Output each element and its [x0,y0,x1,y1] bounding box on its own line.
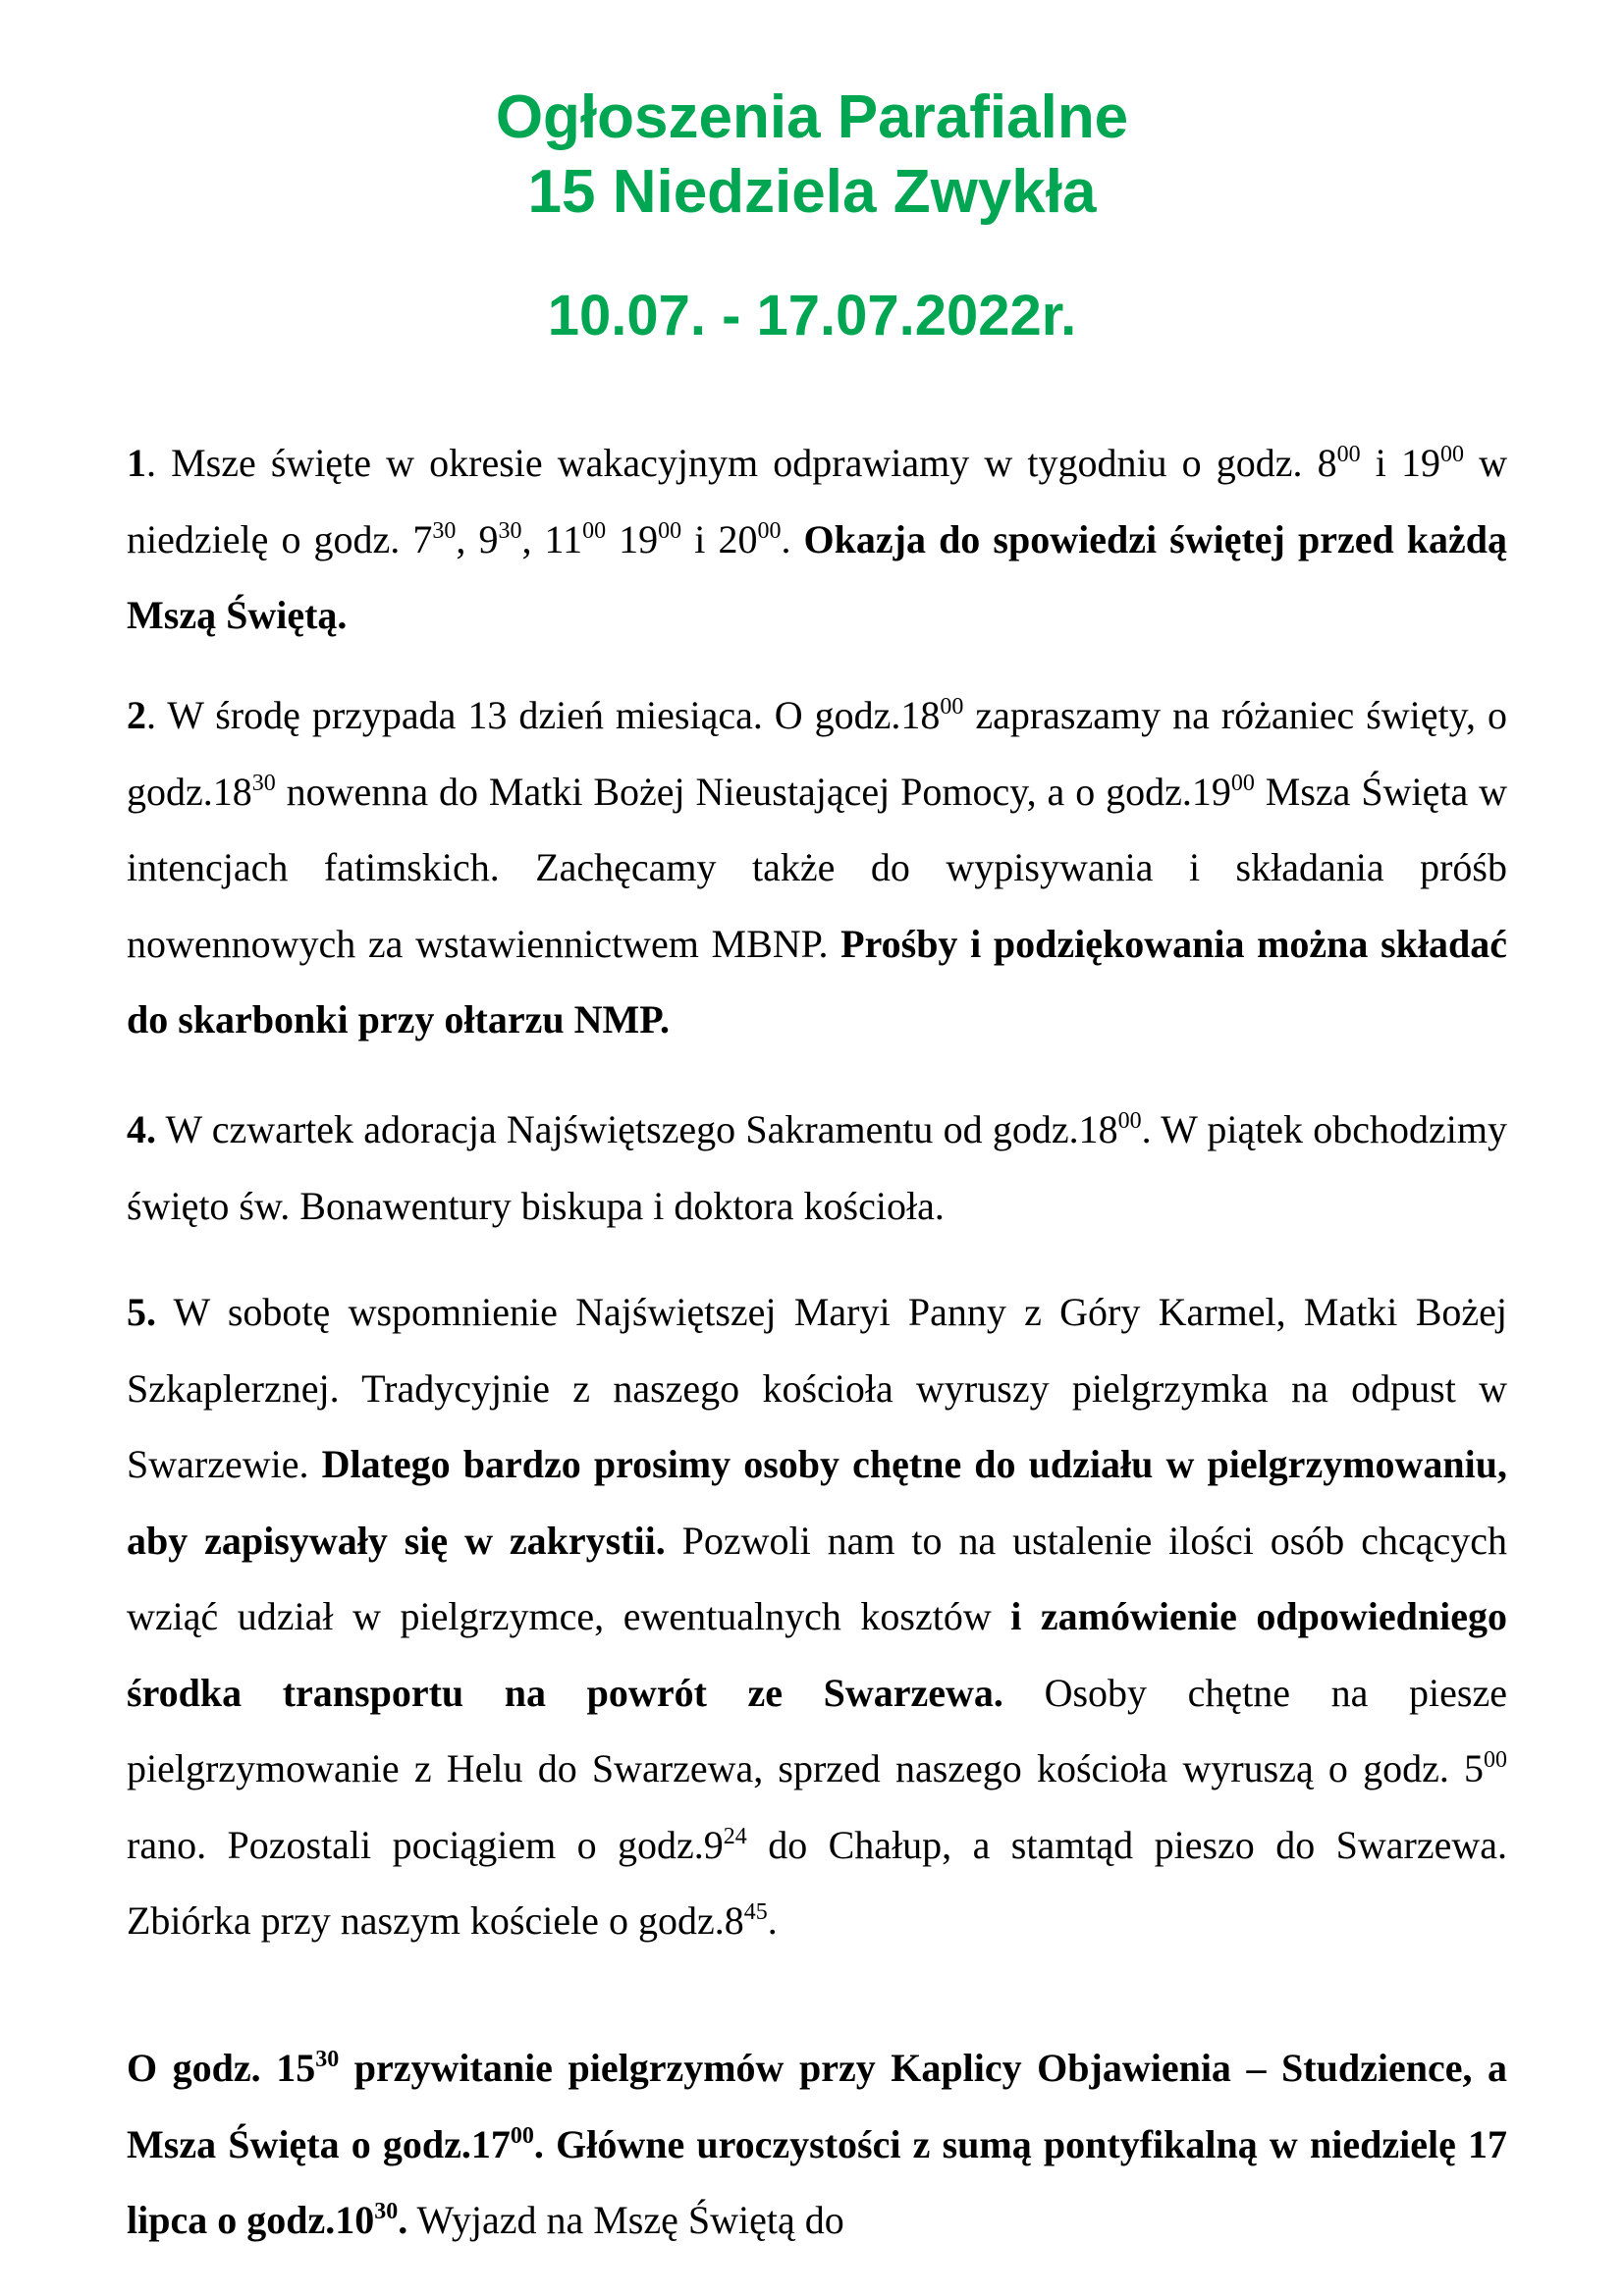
announcement-text [127,425,1507,654]
announcement-number: 1 [127,441,146,485]
announcement-number: 5. [127,1290,156,1334]
announcement-number: 2 [127,693,146,737]
text-segment: , 11 [521,516,583,561]
text-segment: . [781,516,804,561]
text-segment: , 9 [456,516,499,561]
page-subtitle: 15 Niedziela Zwykła [527,158,1097,226]
bold-segment: i zamówienie odpowiedniego środka transportu na powrót ze Swarzewa. [127,1594,1507,1715]
time-minutes: 24 [723,1823,747,1849]
time-minutes: 30 [432,517,457,544]
announcement-number: 4. [127,1107,156,1151]
announcement-text [127,1092,1507,1244]
announcement-5 [127,1274,1507,1959]
time-minutes: 00 [1336,442,1361,467]
time-minutes: 00 [658,517,682,544]
announcement-text [127,2030,1507,2259]
bold-segment: przywitanie pielgrzymów przy Kaplicy Objawienia – Studzience, a Msza Święta o godz.17 [127,2046,1507,2166]
bold-segment: Dlatego bardzo prosimy osoby chętne do udziału w pielgrzymowaniu, aby zapisywały się w zakrystii. [127,1442,1508,1563]
time-minutes: 00 [582,517,607,544]
text-segment: zapraszamy na różaniec święty, o godz.18 [127,693,1507,814]
text-segment: . W środę przypada 13 dzień miesiąca. O godz.18 [146,693,941,737]
time-minutes: 00 [1440,442,1464,467]
text-segment: Osoby chętne na piesze pielgrzymowanie z Helu do Swarzewa, sprzed naszego kościoła wyruszą o godz. 5 [127,1670,1507,1790]
bold-segment: Prośby i podziękowania można składać do skarbonki przy ołtarzu NMP. [127,921,1507,1041]
bold-segment: Okazja do spowiedzi świętej przed każdą Mszą Świętą. [127,516,1508,637]
text-segment: i 20 [681,516,758,561]
time-minutes: 30 [315,2047,340,2072]
text-segment: do Chałup, a stamtąd pieszo do Swarzewa. Zbiórka przy naszym kościele o godz.8 [127,1822,1507,1943]
text-segment: . Msze święte w okresie wakacyjnym odprawiamy w tygodniu o godz. 8 [146,441,1337,485]
announcement-2 [127,677,1507,1058]
text-segment: W sobotę wspomnienie Najświętszej Maryi Panny z Góry Karmel, Matki Bożej Szkaplerznej. Tradycyjnie z naszego kościoła wyruszy pielgrzymka na odpust w Swarzewie. [127,1290,1507,1486]
page-title: Ogłoszenia Parafialne [495,83,1129,151]
time-minutes: 30 [498,517,522,544]
announcement-text [127,677,1507,1058]
text-segment: . [767,1898,778,1943]
bold-segment: . [398,2198,408,2242]
announcement-4 [127,1092,1507,1244]
announcement-5-continued [127,2030,1507,2259]
text-segment: . W piątek obchodzimy święto św. Bonawentury biskupa i doktora kościoła. [127,1107,1508,1228]
time-minutes: 30 [374,2199,399,2224]
text-segment: Msza Święta w intencjach fatimskich. Zachęcamy także do wypisywania i składania próśb nowennowych za wstawiennictwem MBNP. [127,769,1507,966]
text-segment: nowenna do Matki Bożej Nieustającej Pomocy, a o godz.19 [275,769,1231,814]
time-minutes: 45 [743,1899,768,1925]
text-segment: rano. Pozostali pociągiem o godz.9 [127,1822,724,1867]
text-segment: Wyjazd na Mszę Świętą do [407,2198,844,2242]
text-segment: i 19 [1360,441,1440,485]
announcement-text [127,1274,1507,1959]
date-range: 10.07. - 17.07.2022r. [547,284,1077,347]
text-segment: w niedzielę o godz. 7 [127,441,1507,561]
time-minutes: 00 [757,517,782,544]
time-minutes: 00 [1230,770,1255,796]
time-minutes: 00 [510,2122,534,2149]
time-minutes: 00 [1484,1747,1507,1773]
time-minutes: 30 [251,770,276,796]
bold-segment: . Główne uroczystości z sumą pontyfikalną w niedzielę 17 lipca o godz.10 [127,2121,1507,2242]
time-minutes: 00 [940,694,964,720]
text-segment: W czwartek adoracja Najświętszego Sakramentu od godz.18 [156,1107,1118,1151]
text-segment: Pozwoli nam to na ustalenie ilości osób chcących wziąć udział w pielgrzymce, ewentualnych kosztów [127,1518,1507,1638]
bold-segment: O godz. 15 [127,2046,316,2090]
announcement-1 [127,425,1507,654]
text-segment: 19 [606,516,659,561]
time-minutes: 00 [1117,1108,1142,1134]
